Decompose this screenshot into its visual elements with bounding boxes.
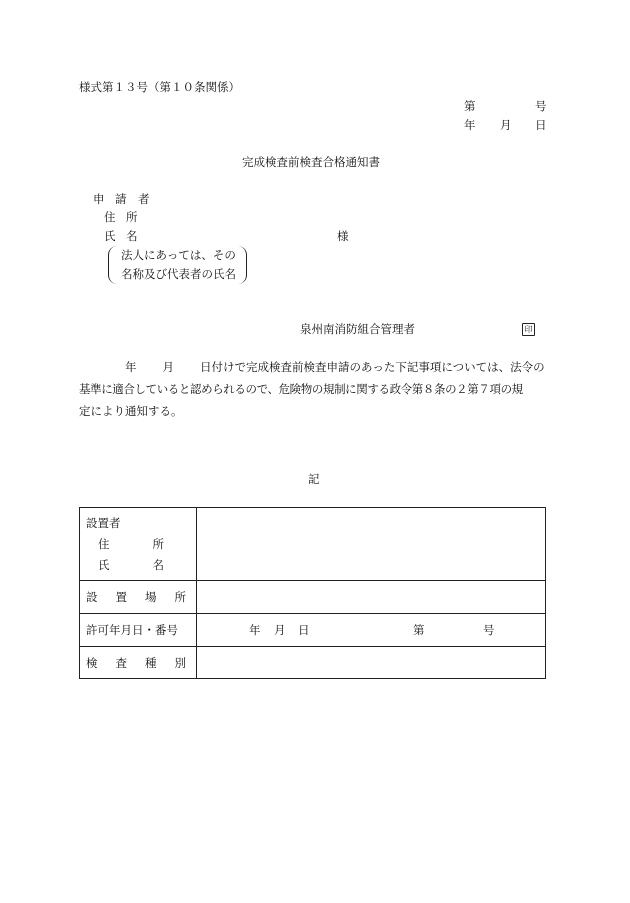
location-label-2: 置 [115, 590, 127, 604]
inspection-type-label-4: 別 [174, 655, 186, 670]
installer-value-cell [197, 508, 546, 581]
permit-value-cell [197, 614, 546, 647]
location-label-4: 所 [174, 590, 186, 604]
applicant-heading-3: 者 [138, 192, 150, 206]
installer-name-label [98, 557, 164, 573]
body-line1-text: 日付けで完成検査前検査申請のあった下記事項については、法令の [200, 360, 545, 374]
corporation-note-line2: 名称及び代表者の氏名 [121, 267, 236, 281]
installer-address-2: 所 [152, 537, 164, 551]
number-go: 号 [535, 99, 547, 113]
notice-line-2: 基準に適合していると認められるので、危険物の規制に関する政令第８条の２第７項の規 [79, 382, 523, 396]
body-date-tsuki: 月 [162, 360, 174, 374]
permit-nen: 年 [249, 623, 261, 637]
seal-mark: 印 [522, 323, 535, 336]
applicant-heading-1: 申 [93, 192, 105, 206]
applicant-name-2: 名 [126, 229, 138, 243]
installer-address-1: 住 [98, 537, 110, 551]
location-label-1: 設 [86, 590, 98, 604]
table-row-inspection-type [80, 647, 546, 679]
permit-tsuki: 月 [274, 623, 286, 637]
date-hi: 日 [535, 118, 547, 132]
inspection-type-label-cell [80, 647, 197, 679]
location-label [86, 589, 186, 605]
body-date-nen: 年 [125, 360, 137, 374]
record-table [79, 507, 546, 679]
table-row-location [80, 581, 546, 614]
issuer-name: 泉州南消防組合管理者 [300, 322, 415, 336]
location-value-cell [197, 581, 546, 614]
permit-label-cell: 許可年月日・番号 [80, 614, 197, 647]
inspection-type-value-cell [197, 647, 546, 679]
inspection-type-label-1: 検 [86, 655, 98, 670]
document-title: 完成検査前検査合格通知書 [242, 155, 380, 169]
applicant-heading-2: 請 [115, 192, 127, 206]
installer-name-2: 名 [152, 558, 164, 572]
applicant-honorific: 様 [337, 229, 349, 243]
table-row-installer [80, 508, 546, 581]
date-nen: 年 [464, 118, 476, 132]
corporation-note-line1: 法人にあっては、その [121, 248, 236, 262]
form-id: 様式第１３号（第１０条関係） [79, 80, 240, 94]
date-tsuki: 月 [500, 118, 512, 132]
applicant-name-1: 氏 [104, 229, 116, 243]
inspection-type-label-3: 種 [145, 655, 157, 670]
installer-label: 設置者 [86, 516, 121, 530]
number-dai: 第 [464, 99, 476, 113]
installer-address-label [98, 536, 164, 552]
inspection-type-label-2: 査 [115, 655, 127, 670]
applicant-address-1: 住 [104, 210, 116, 224]
inspection-type-label [86, 655, 186, 671]
location-label-3: 場 [145, 590, 157, 604]
installer-name-1: 氏 [98, 558, 110, 572]
permit-dai: 第 [413, 623, 425, 637]
applicant-address-2: 所 [126, 210, 138, 224]
notice-body [79, 356, 549, 422]
ki-heading: 記 [308, 472, 320, 486]
table-row-permit [80, 614, 546, 647]
location-label-cell [80, 581, 197, 614]
notice-line-3: 定により通知する。 [79, 404, 183, 418]
permit-go: 号 [483, 623, 495, 637]
permit-hi: 日 [298, 623, 310, 637]
installer-label-cell [80, 508, 197, 581]
notice-line-1 [79, 356, 549, 378]
